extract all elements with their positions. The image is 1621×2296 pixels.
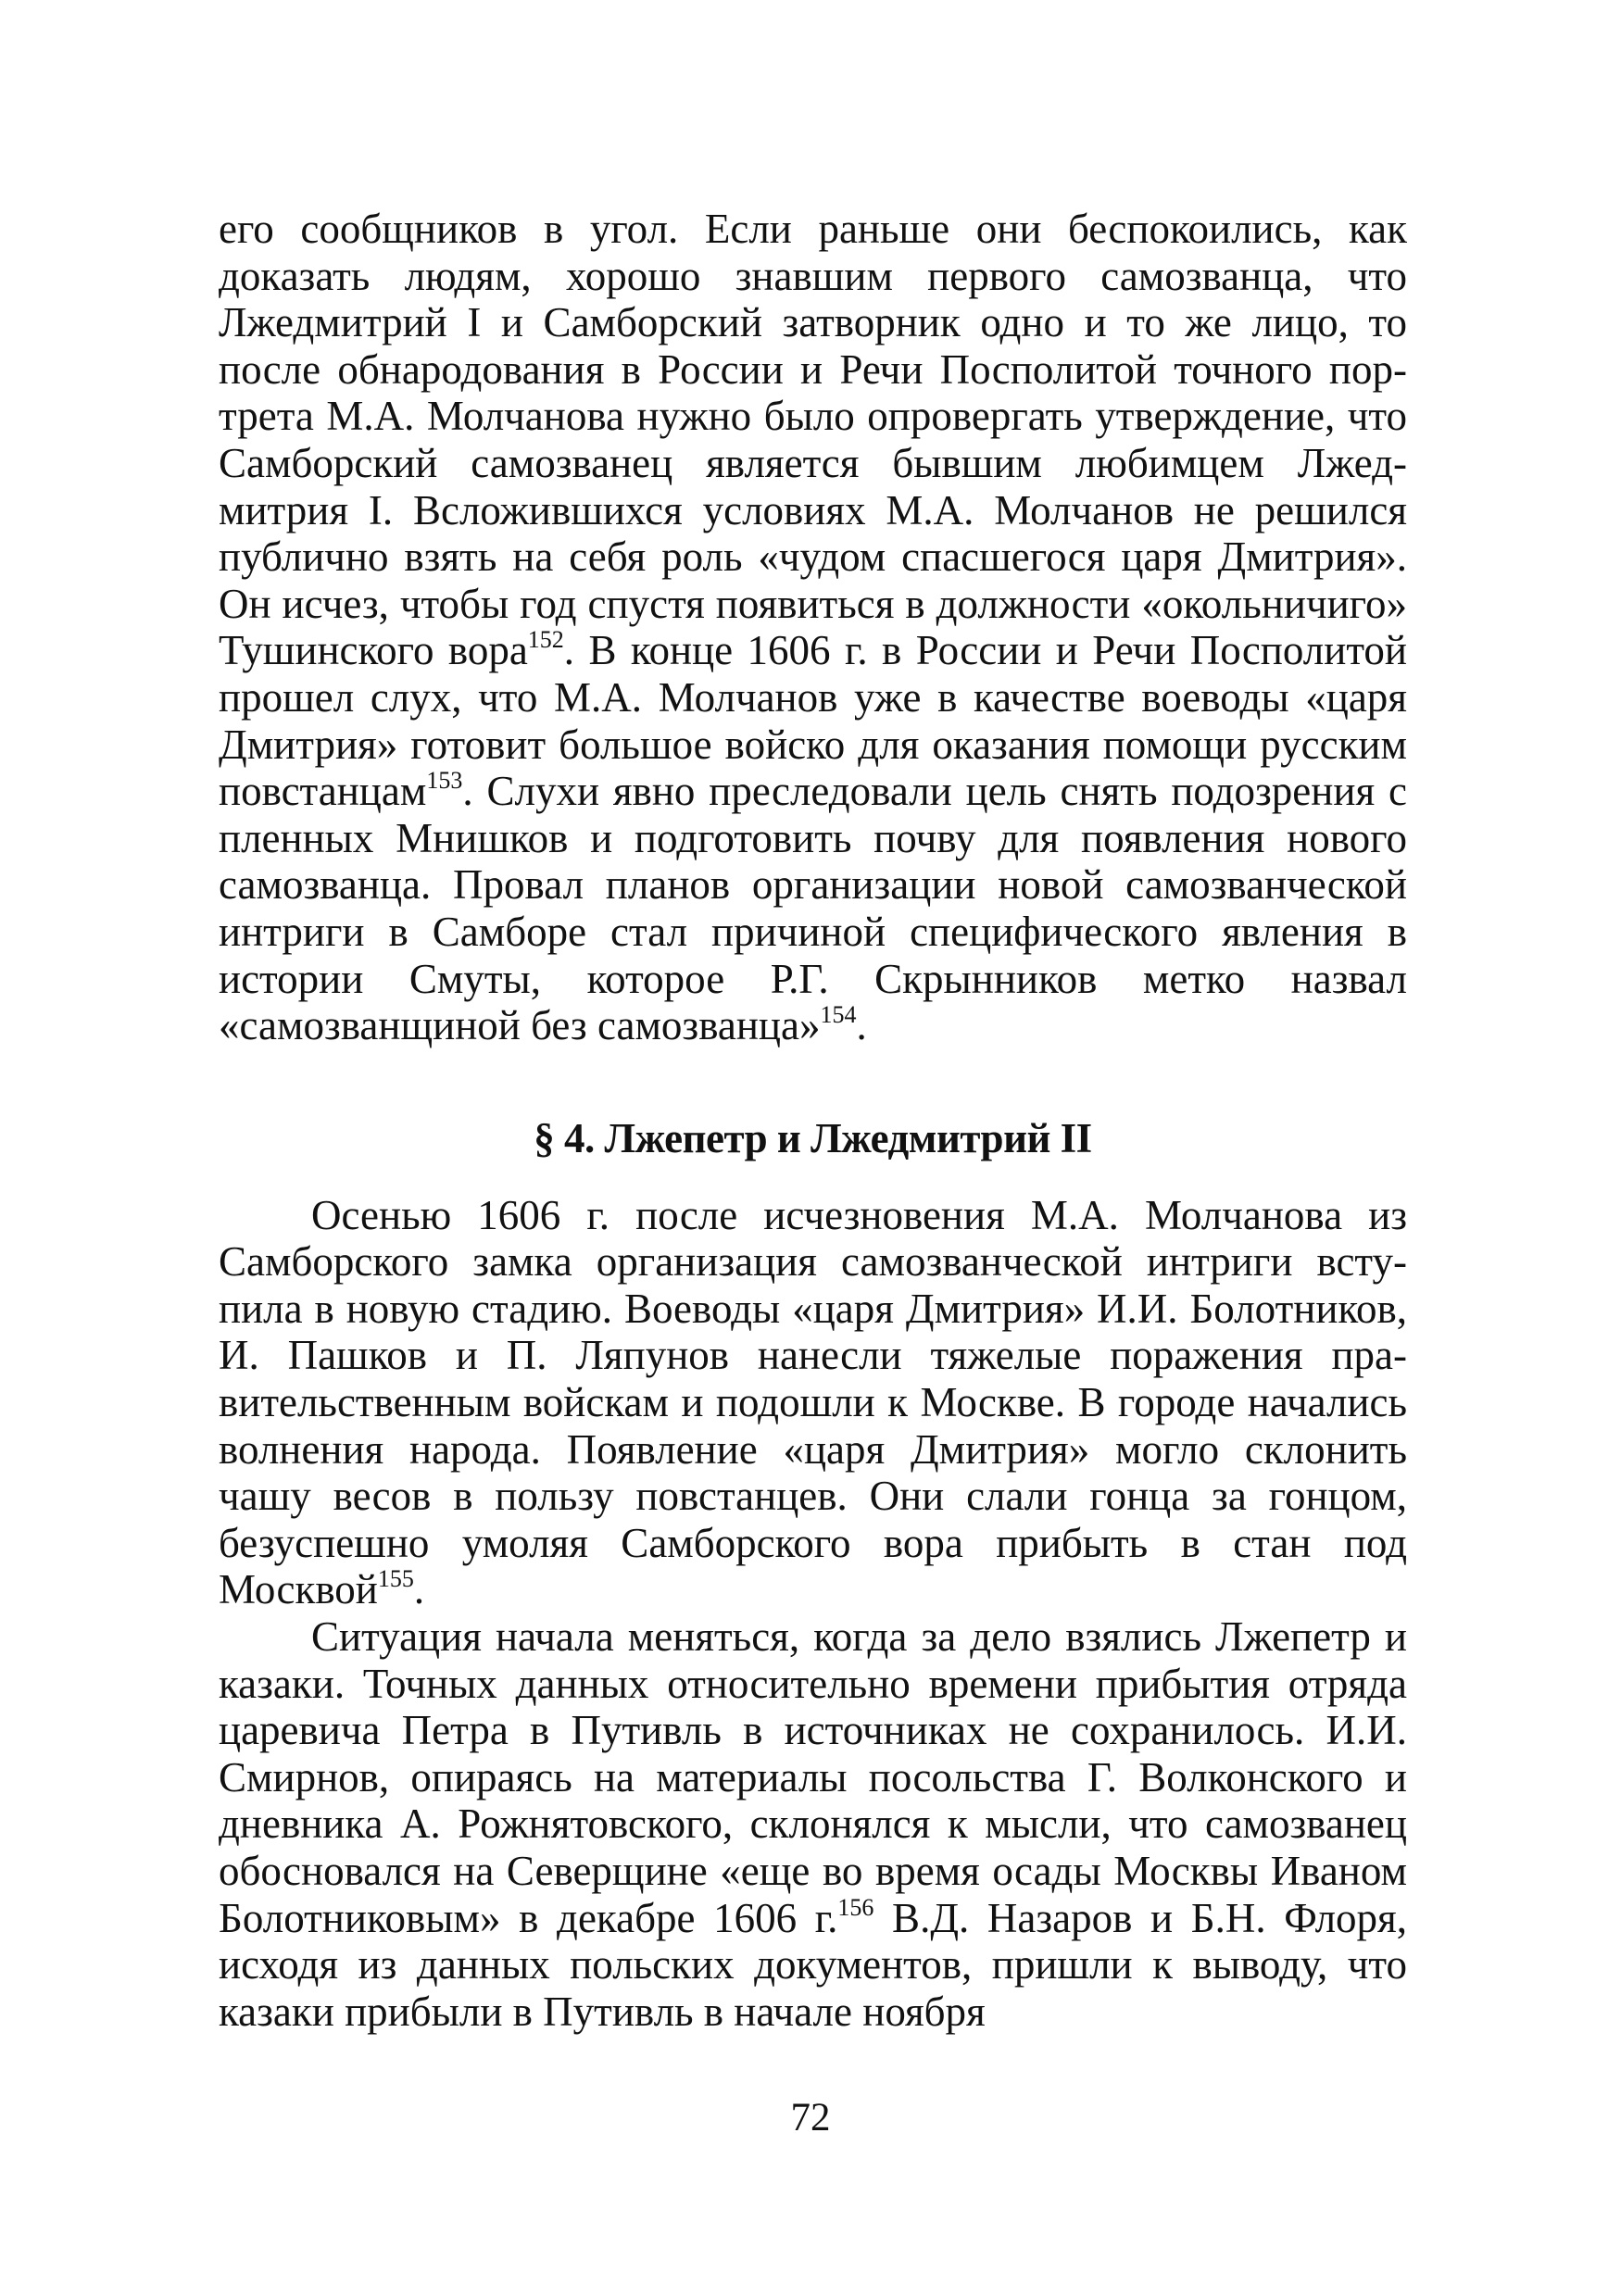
text-run: его сообщников в угол. Если раньше они беспокоились, как доказать людям, хорошо знавшим первого самозванца, что Лжедмитрий I и Самборский затворник одно и то же лицо, то после обнародования в России и Речи Посполитой точного портрета М.А. Молчанова нужно было опровергать утверждение, что Самборский самозванец является бывшим любимцем Лжедмитрия I. Вcложившихся условиях М.А. Молчанов не решился публично взять на себя роль «чудом спасшегося царя Дмитрия». Он исчез, чтобы год спустя появиться в должности «окольничиго» Тушинского вора [219, 206, 1407, 674]
text-run: . В конце 1606 г. в России и Речи Посполитой прошел слух, что М.А. Молчанов уже в качестве воеводы «царя Дмитрия» готовит большое войско для оказания помощи русским повстанцам [219, 627, 1407, 815]
footnote-ref: 154 [820, 1001, 857, 1029]
text-run: . Слухи явно преследовали цель снять подозрения с пленных Мнишков и подготовить почву для появления нового самозванца. Провал планов организации новой самозванческой интриги в Самборе стал причиной специфического явления в истории Смуты, которое Р.Г. Скрынников метко назвал «самозванщиной без самозванца» [219, 768, 1407, 1049]
paragraph [219, 206, 1407, 1049]
section-heading: § 4. Лжепетр и Лжедмитрий II [534, 1114, 1092, 1161]
footnote-ref: 152 [527, 626, 564, 654]
paragraph [219, 1192, 1407, 1613]
page-number: 72 [790, 2096, 831, 2139]
footnote-ref: 153 [426, 767, 463, 795]
text-run: . [856, 1002, 867, 1049]
text-run: . [413, 1566, 425, 1613]
text-run: Ситуация начала меняться, когда за дело взялись Лжепетр и казаки. Точных данных относительно времени прибытия отряда царевича Петра в Путивль в источниках не сохранилось. И.И. Смирнов, опираясь на материалы посольства Г. Волконского и дневника А. Рожнятовского, склонялся к мысли, что самозванец обосновался на Северщине «еще во время осады Москвы Иваном Болотниковым» в декабре 1606 г. [219, 1613, 1407, 1941]
page-body [219, 206, 1407, 2035]
paragraph [219, 1613, 1407, 2035]
text-run: Осенью 1606 г. после исчезновения М.А. Молчанова из Самборского замка организация самозванческой интриги вступила в новую стадию. Воеводы «царя Дмитрия» И.И. Болотников, И. Пашков и П. Ляпунов нанесли тяжелые поражения правительственным войскам и подошли к Москве. В городе начались волнения народа. Появление «царя Дмитрия» могло склонить чашу весов в пользу повстанцев. Они слали гонца за гонцом, безуспешно умоляя Самборского вора прибыть в стан под Москвой [219, 1191, 1407, 1613]
text-run: В.Д. Назаров и Б.Н. Флоря, исходя из данных польских документов, пришли к выводу, что казаки прибыли в Путивль в начале ноября [219, 1894, 1408, 2035]
footnote-ref: 156 [837, 1893, 874, 1921]
footnote-ref: 155 [377, 1565, 414, 1593]
